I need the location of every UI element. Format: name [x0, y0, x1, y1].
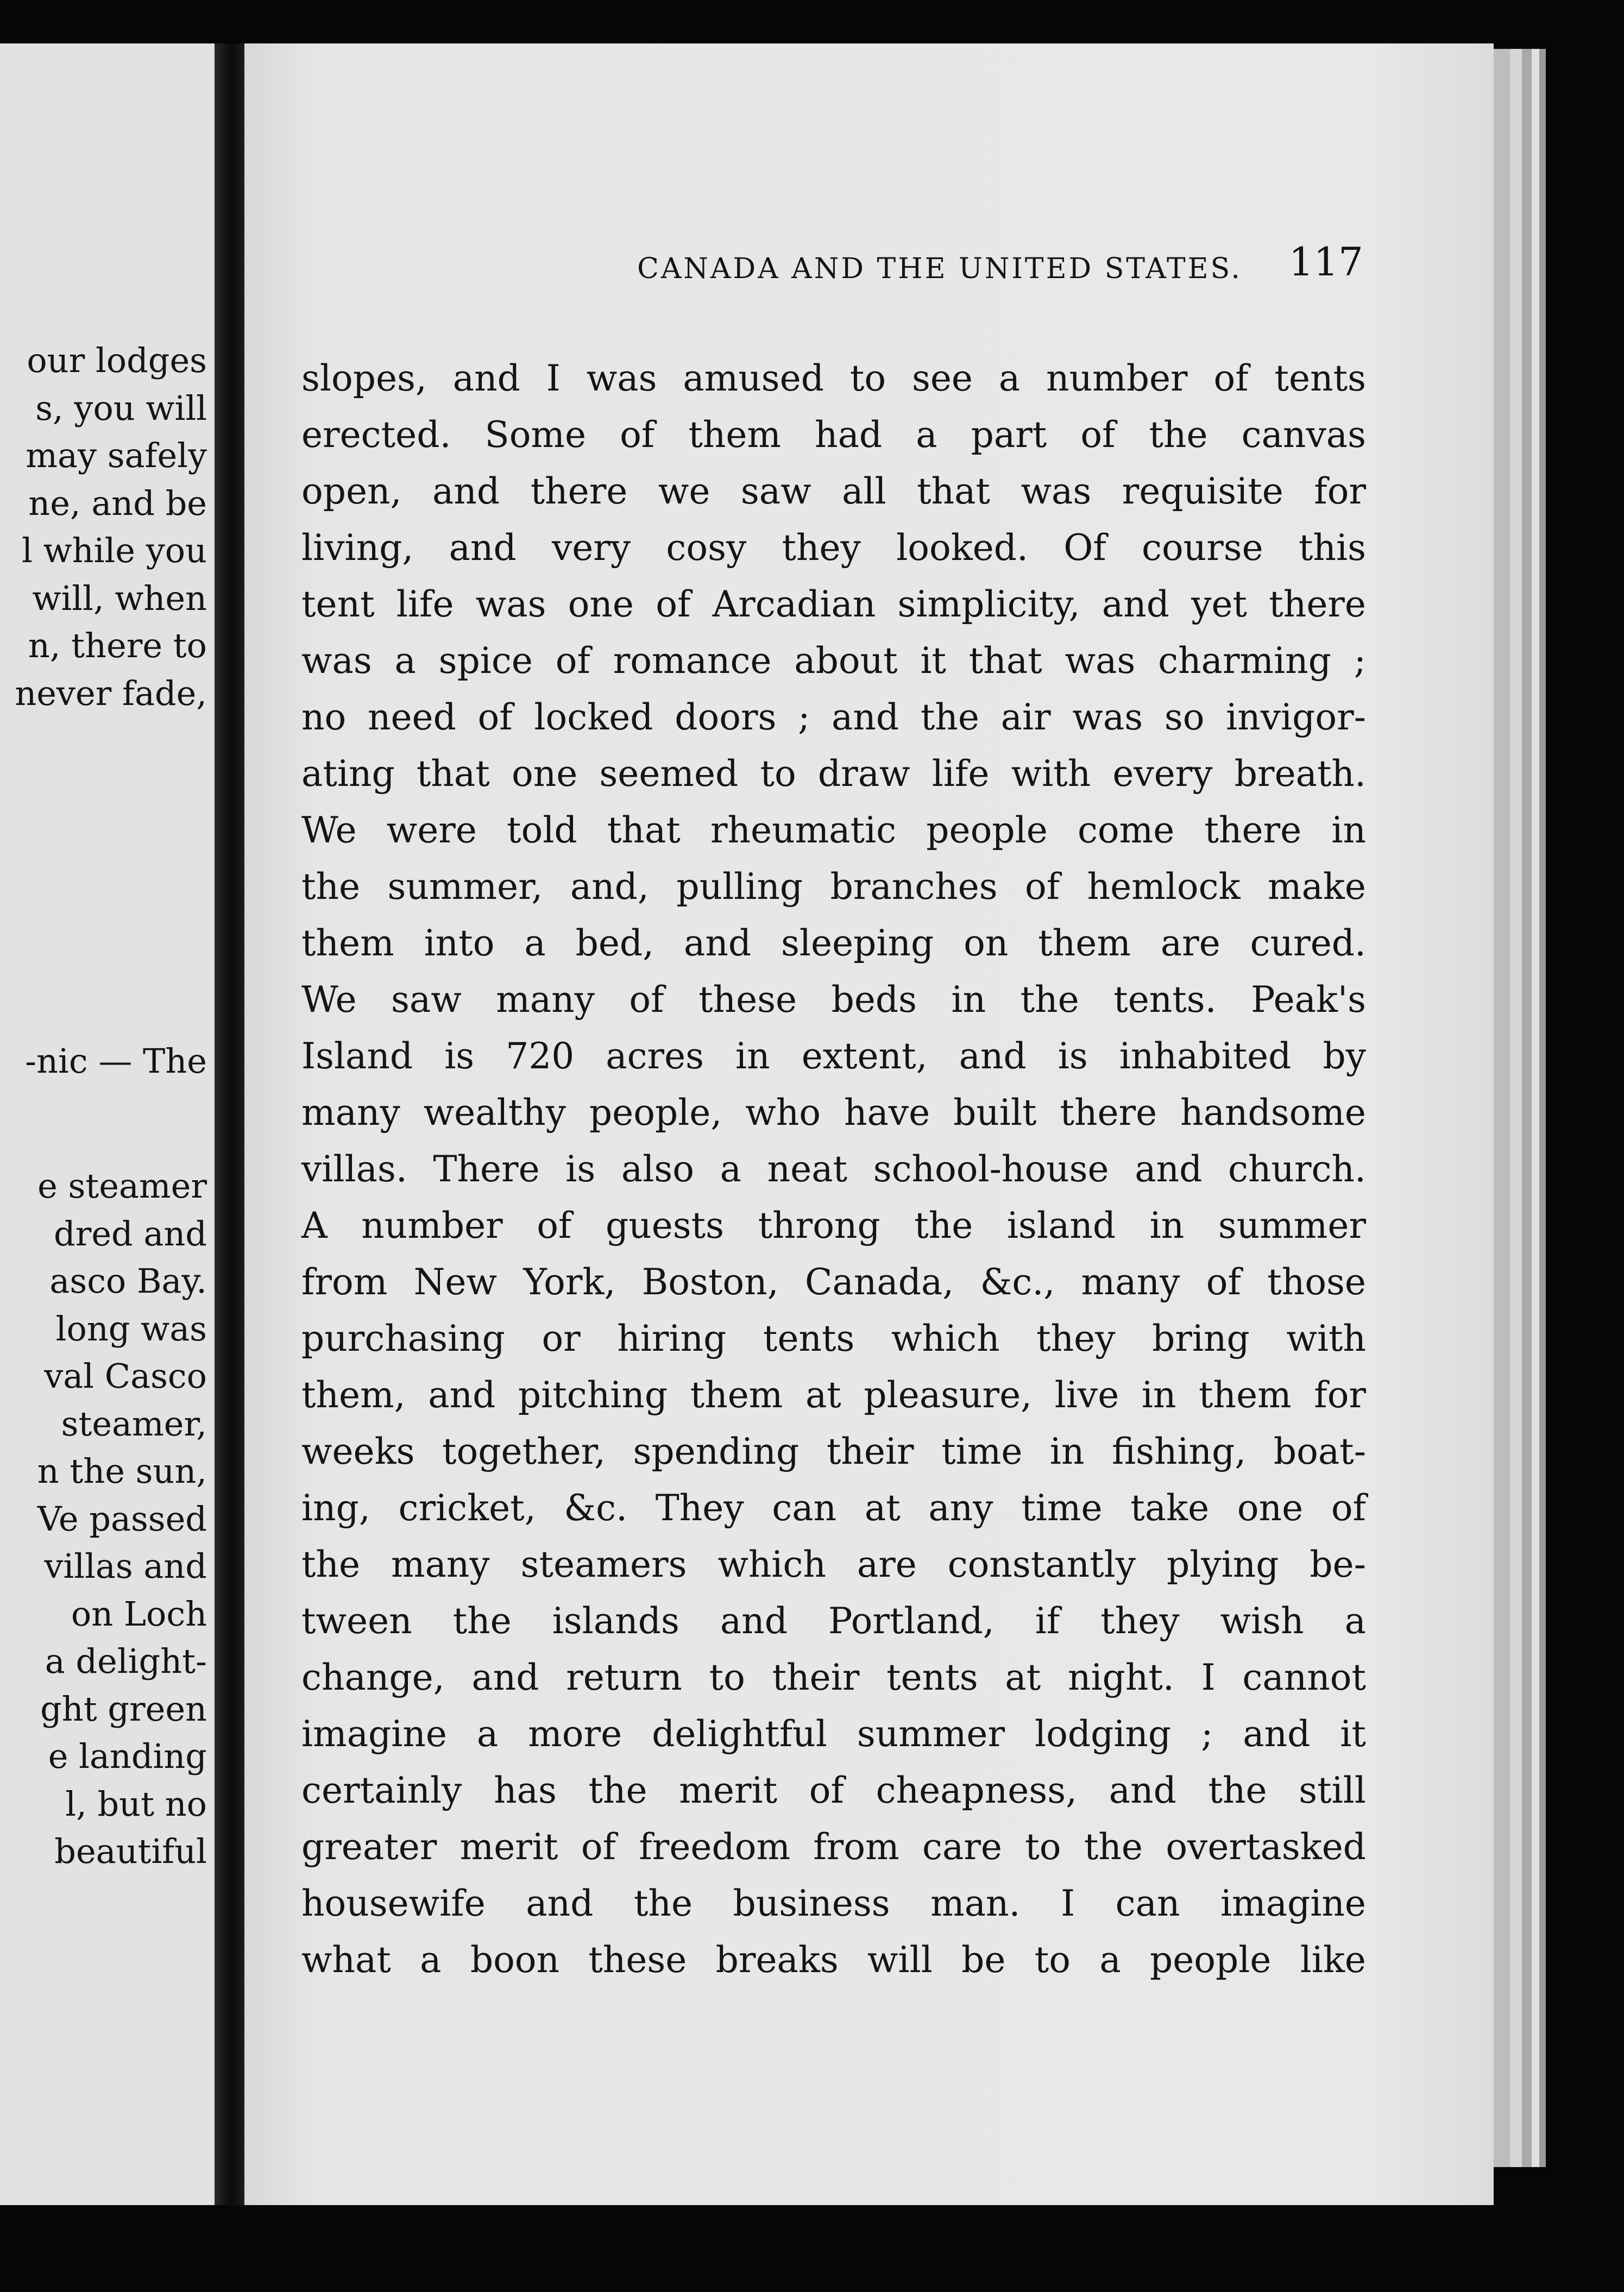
facing-line: val Casco [44, 1356, 207, 1396]
page-edge [1532, 49, 1539, 2167]
facing-line: never fade, [15, 673, 207, 713]
running-head: CANADA AND THE UNITED STATES. [637, 253, 1242, 285]
text-line: the many steamers which are constantly plying be- [301, 1544, 1366, 1585]
text-line: We were told that rheumatic people come there in [301, 809, 1366, 851]
facing-line: n the sun, [37, 1451, 207, 1491]
facing-line: will, when [32, 578, 207, 618]
body-text [301, 350, 1366, 1988]
text-line: ating that one seemed to draw life with every breath. [301, 753, 1366, 795]
facing-line: e steamer [37, 1166, 207, 1206]
facing-text-group-3 [0, 1162, 207, 1875]
main-page [244, 43, 1494, 2205]
text-line: Island is 720 acres in extent, and is inhabited by [301, 1035, 1366, 1077]
facing-line: -nic — The [25, 1041, 207, 1081]
text-line: many wealthy people, who have built there handsome [301, 1092, 1366, 1134]
text-line: tween the islands and Portland, if they wish a [301, 1600, 1366, 1642]
page-edge [1522, 49, 1532, 2167]
text-line: was a spice of romance about it that was charming ; [301, 640, 1366, 682]
page-edge [1510, 49, 1522, 2167]
text-line: certainly has the merit of cheapness, and the still [301, 1770, 1366, 1811]
text-line: what a boon these breaks will be to a people like [301, 1939, 1366, 1981]
text-line: greater merit of freedom from care to the overtasked [301, 1826, 1366, 1868]
facing-line: our lodges [27, 341, 207, 380]
text-line: change, and return to their tents at night. I cannot [301, 1657, 1366, 1698]
facing-line: Ve passed [37, 1498, 207, 1539]
text-line: housewife and the business man. I can imagine [301, 1882, 1366, 1924]
facing-text-group-2 [0, 1037, 207, 1085]
text-line: tent life was one of Arcadian simplicity, and yet there [301, 583, 1366, 625]
facing-line: l while you [22, 531, 207, 570]
book-gutter [215, 43, 244, 2205]
text-line: from New York, Boston, Canada, &c., many of those [301, 1261, 1366, 1303]
facing-line: e landing [48, 1736, 207, 1776]
facing-line: long was [55, 1308, 207, 1349]
facing-line: l, but no [65, 1784, 207, 1824]
facing-line: s, you will [35, 388, 207, 428]
facing-line: dred and [54, 1213, 207, 1254]
facing-line: n, there to [28, 626, 207, 665]
facing-line: on Loch [71, 1594, 207, 1634]
text-line: weeks together, spending their time in fishing, boat- [301, 1431, 1366, 1472]
text-line: them, and pitching them at pleasure, live in them for [301, 1374, 1366, 1416]
facing-line: a delight- [45, 1641, 207, 1681]
text-line: them into a bed, and sleeping on them are cured. [301, 922, 1366, 964]
text-line: ing, cricket, &c. They can at any time take one of [301, 1487, 1366, 1529]
facing-line: beautiful [54, 1831, 207, 1871]
facing-line: steamer, [61, 1403, 207, 1444]
facing-page [0, 43, 215, 2205]
page-edge [1539, 49, 1546, 2167]
text-line: slopes, and I was amused to see a number of tents [301, 357, 1366, 399]
facing-line: may safely [26, 436, 207, 475]
text-line: no need of locked doors ; and the air was so invigor- [301, 696, 1366, 738]
text-line: We saw many of these beds in the tents. Peak's [301, 979, 1366, 1021]
text-line: erected. Some of them had a part of the canvas [301, 414, 1366, 456]
facing-line: ne, and be [28, 483, 207, 523]
facing-line: ght green [40, 1689, 207, 1729]
text-line: the summer, and, pulling branches of hemlock make [301, 866, 1366, 908]
text-line: living, and very cosy they looked. Of course this [301, 527, 1366, 569]
facing-line: asco Bay. [49, 1261, 207, 1301]
text-line: imagine a more delightful summer lodging ; and it [301, 1713, 1366, 1755]
text-line: open, and there we saw all that was requisite for [301, 470, 1366, 512]
text-line: villas. There is also a neat school-house and church. [301, 1148, 1366, 1190]
page-edge [1494, 49, 1510, 2167]
text-line: purchasing or hiring tents which they bring with [301, 1318, 1366, 1359]
text-line: A number of guests throng the island in summer [301, 1205, 1366, 1246]
page-number: 117 [1288, 239, 1363, 285]
facing-line: villas and [44, 1546, 207, 1586]
facing-text-group-1 [0, 337, 207, 717]
